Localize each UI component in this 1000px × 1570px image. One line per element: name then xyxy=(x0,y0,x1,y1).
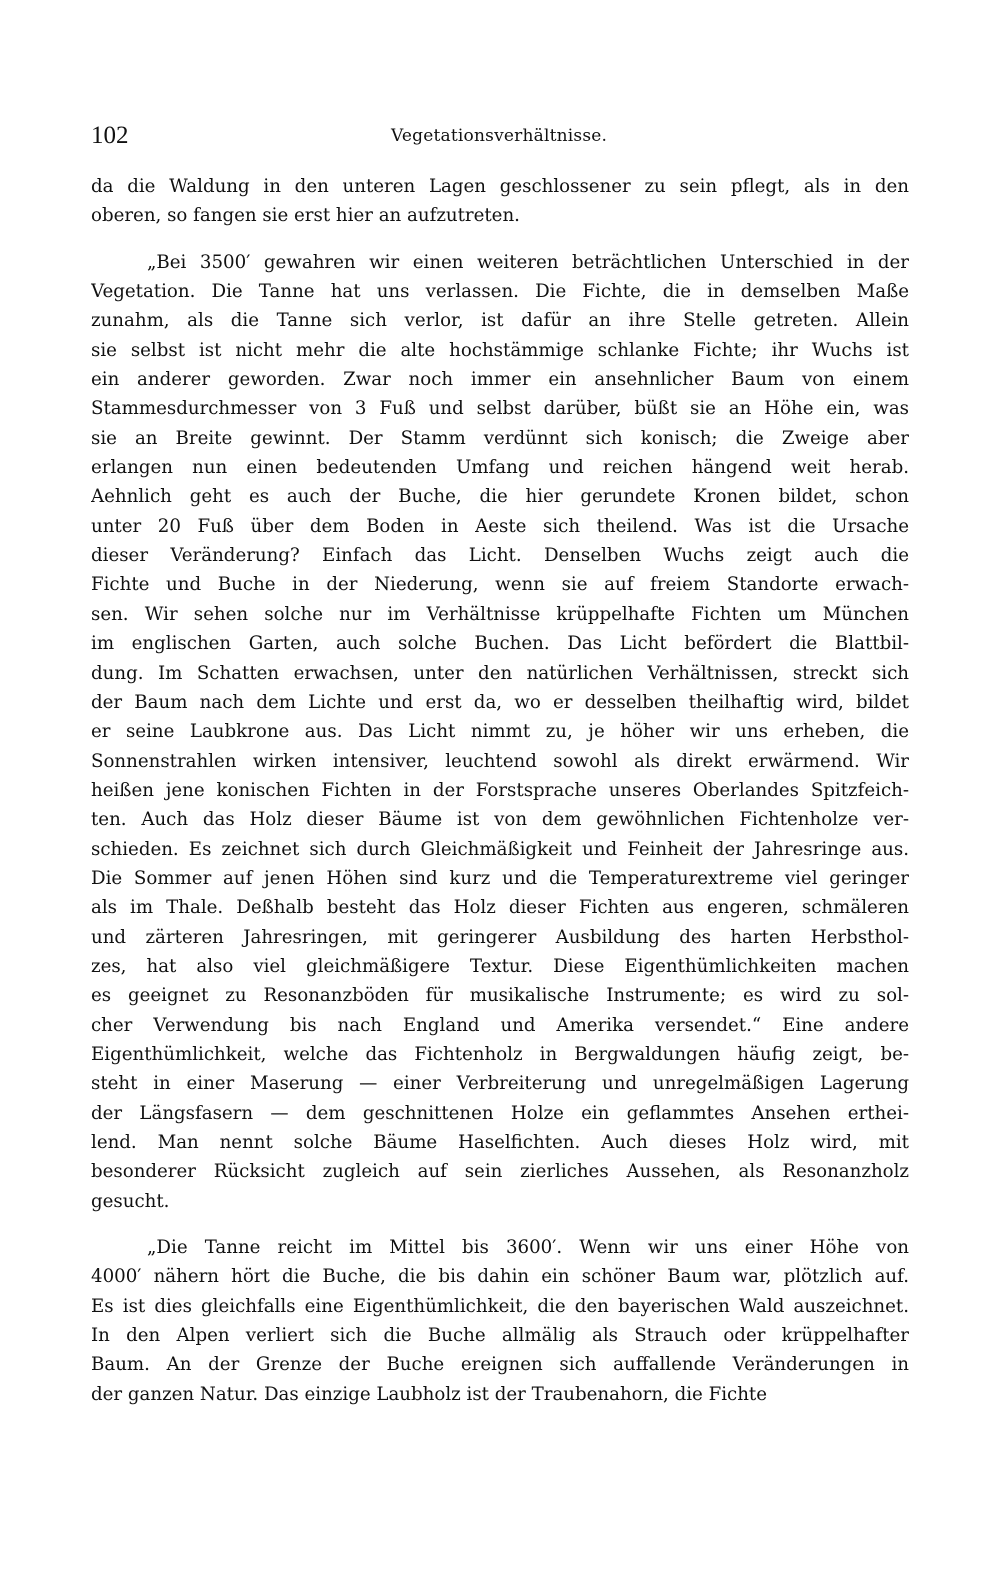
text-line: cher Verwendung bis nach England und Amerika versendet.“ Eine andere xyxy=(91,1014,909,1036)
page-number: 102 xyxy=(91,122,129,149)
text-line: Sonnenstrahlen wirken intensiver, leuchtend sowohl als direkt erwärmend. Wir xyxy=(91,750,909,772)
text-line: und zärteren Jahresringen, mit geringerer Ausbildung des harten Herbsthol- xyxy=(91,926,909,948)
paragraph xyxy=(91,1233,909,1409)
text-line: der Baum nach dem Lichte und erst da, wo er desselben theilhaftig wird, bildet xyxy=(91,691,909,713)
body-text xyxy=(91,172,909,1409)
text-line: unter 20 Fuß über dem Boden in Aeste sich theilend. Was ist die Ursache xyxy=(91,515,909,537)
text-line: ein anderer geworden. Zwar noch immer ein ansehnlicher Baum von einem xyxy=(91,369,909,391)
text-line: sie selbst ist nicht mehr die alte hochstämmige schlanke Fichte; ihr Wuchs ist xyxy=(91,339,909,361)
text-line: sen. Wir sehen solche nur im Verhältnisse krüppelhafte Fichten um München xyxy=(91,603,909,625)
text-line: Eigenthümlichkeit, welche das Fichtenholz in Bergwaldungen häufig zeigt, be- xyxy=(91,1043,909,1065)
text-line: ten. Auch das Holz dieser Bäume ist von dem gewöhnlichen Fichtenholze ver- xyxy=(91,809,909,831)
text-line: zunahm, als die Tanne sich verlor, ist dafür an ihre Stelle getreten. Allein xyxy=(91,310,909,332)
text-line: „Bei 3500′ gewahren wir einen weiteren beträchtlichen Unterschied in der xyxy=(147,251,909,273)
text-line: Aehnlich geht es auch der Buche, die hier gerundete Kronen bildet, schon xyxy=(91,486,909,508)
text-line: im englischen Garten, auch solche Buchen. Das Licht befördert die Blattbil- xyxy=(91,633,909,655)
text-line: Es ist dies gleichfalls eine Eigenthümlichkeit, die den bayerischen Wald auszeichnet. xyxy=(91,1295,909,1317)
text-line: der Längsfasern — dem geschnittenen Holze ein geflammtes Ansehen erthei- xyxy=(91,1102,909,1124)
paragraph xyxy=(91,248,909,1216)
text-line: der ganzen Natur. Das einzige Laubholz ist der Traubenahorn, die Fichte xyxy=(91,1383,768,1405)
text-line: Stammesdurchmesser von 3 Fuß und selbst darüber, büßt sie an Höhe ein, was xyxy=(91,398,909,420)
text-line: Die Sommer auf jenen Höhen sind kurz und die Temperaturextreme viel geringer xyxy=(91,867,909,889)
text-line: dieser Veränderung? Einfach das Licht. Denselben Wuchs zeigt auch die xyxy=(91,545,909,567)
text-line: zes, hat also viel gleichmäßigere Textur. Diese Eigenthümlichkeiten machen xyxy=(91,955,909,977)
paragraph-gap xyxy=(91,1216,909,1233)
text-line: da die Waldung in den unteren Lagen geschlossener zu sein pflegt, als in den xyxy=(91,176,909,197)
text-line: als im Thale. Deßhalb besteht das Holz dieser Fichten aus engeren, schmäleren xyxy=(91,897,909,919)
text-line: In den Alpen verliert sich die Buche allmälig als Strauch oder krüppelhafter xyxy=(91,1325,909,1347)
text-line: Vegetation. Die Tanne hat uns verlassen. Die Fichte, die in demselben Maße xyxy=(91,281,909,303)
text-line: dung. Im Schatten erwachsen, unter den natürlichen Verhältnissen, streckt sich xyxy=(91,662,909,684)
text-line: er seine Laubkrone aus. Das Licht nimmt zu, je höher wir uns erheben, die xyxy=(91,721,909,743)
text-line: heißen jene konischen Fichten in der Forstsprache unseres Oberlandes Spitzfeich- xyxy=(91,779,909,801)
paragraph-gap xyxy=(91,231,909,248)
text-line: „Die Tanne reicht im Mittel bis 3600′. Wenn wir uns einer Höhe von xyxy=(147,1237,909,1259)
page-header xyxy=(91,118,909,154)
text-line: es geeignet zu Resonanzböden für musikalische Instrumente; es wird zu sol- xyxy=(91,985,909,1007)
text-line: steht in einer Maserung — einer Verbreiterung und unregelmäßigen Lagerung xyxy=(91,1073,909,1095)
text-line: 4000′ nähern hört die Buche, die bis dahin ein schöner Baum war, plötzlich auf. xyxy=(91,1266,909,1288)
paragraph xyxy=(91,172,909,231)
text-line: erlangen nun einen bedeutenden Umfang und reichen hängend weit herab. xyxy=(91,457,909,479)
text-line: Fichte und Buche in der Niederung, wenn sie auf freiem Standorte erwach- xyxy=(91,574,909,596)
text-line: schieden. Es zeichnet sich durch Gleichmäßigkeit und Feinheit der Jahresringe aus. xyxy=(91,838,909,860)
running-head: Vegetationsverhältnisse. xyxy=(391,126,608,146)
book-page xyxy=(91,118,909,1409)
text-line: gesucht. xyxy=(91,1190,170,1212)
text-line: lend. Man nennt solche Bäume Haselfichten. Auch dieses Holz wird, mit xyxy=(91,1132,909,1153)
text-line: oberen, so fangen sie erst hier an aufzutreten. xyxy=(91,205,520,227)
text-line: besonderer Rücksicht zugleich auf sein zierliches Aussehen, als Resonanzholz xyxy=(91,1161,909,1183)
text-line: Baum. An der Grenze der Buche ereignen sich auffallende Veränderungen in xyxy=(91,1354,909,1376)
text-line: sie an Breite gewinnt. Der Stamm verdünnt sich konisch; die Zweige aber xyxy=(91,427,909,449)
